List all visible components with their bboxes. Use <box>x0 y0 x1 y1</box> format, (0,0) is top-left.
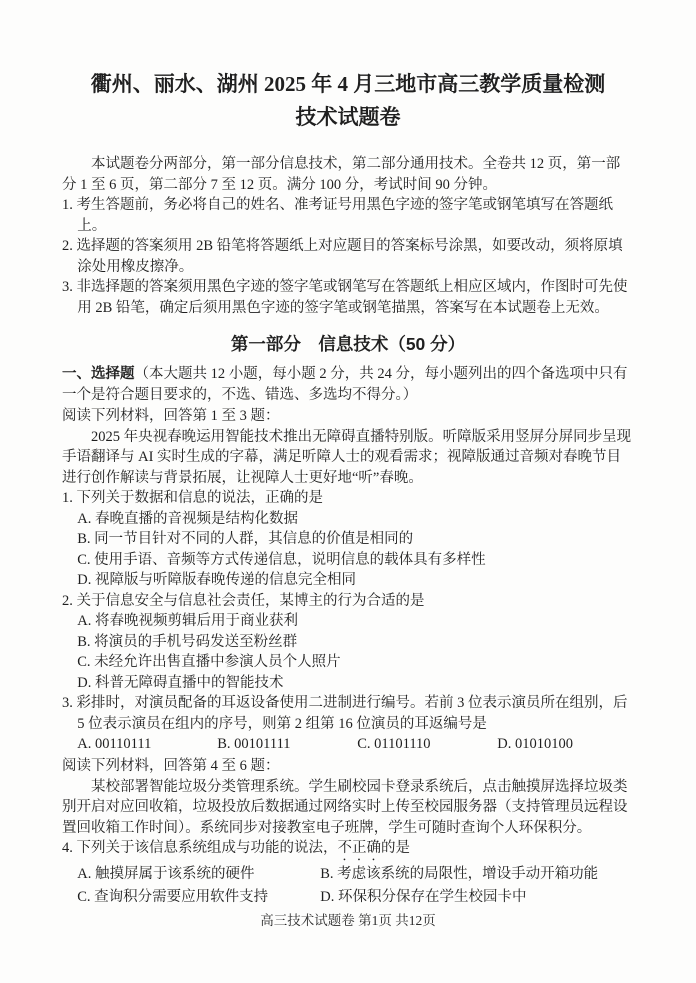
preface-intro: 本试题卷分两部分，第一部分信息技术，第二部分通用技术。全卷共 12 页，第一部分 1 至 6 页，第二部分 7 至 12 页。满分 100 分，考试时间 90 分钟。 <box>62 156 621 193</box>
option-item: A. 00110111 <box>77 736 152 752</box>
section-heading: 第一部分 信息技术（50 分） <box>230 334 466 354</box>
option-item: A. 触摸屏属于该系统的硬件 <box>77 866 255 882</box>
question-type-label: 一、选择题 <box>62 366 135 382</box>
page-title <box>62 68 634 134</box>
option-item: A. 春晚直播的音视频是结构化数据 <box>77 510 298 527</box>
option-item: D. 01010100 <box>497 736 573 752</box>
question-1 <box>62 488 634 591</box>
option-item: B. 00101111 <box>217 736 291 752</box>
exam-note-3: 3. 非选择题的答案须用黑色字迹的签字笔或钢笔写在答题纸上相应区域内，作图时可先使用 2B 铅笔，确定后须用黑色字迹的签字笔或钢笔描黑，答案写在本试题卷上无效。 <box>62 279 628 316</box>
question-type-desc <box>62 364 634 405</box>
option-item: C. 01101110 <box>357 736 431 752</box>
footer-page-number: 高三技术试题卷 第1页 共12页 <box>260 912 436 928</box>
reading-label-2: 阅读下列材料，回答第 4 至 6 题： <box>62 758 280 774</box>
question-1-stem: 1. 下列关于数据和信息的说法，正确的是 <box>62 490 323 506</box>
question-4-stem-emphasis: 不正确 <box>337 840 381 856</box>
page-title-line2: 技术试题卷 <box>295 105 401 129</box>
question-4-stem <box>62 838 634 864</box>
exam-note-1: 1. 考生答题前，务必将自己的姓名、准考证号用黑色字迹的签字笔或钢笔填写在答题纸上。 <box>62 197 613 234</box>
preface <box>62 154 634 318</box>
option-item: C. 查询积分需要应用软件支持 <box>77 889 269 905</box>
question-3-stem: 3. 彩排时，对演员配备的耳返设备使用二进制进行编号。若前 3 位表示演员所在组别，后 5 位表示演员在组内的序号，则第 2 组第 16 位演员的耳返编号是 <box>62 695 628 732</box>
material-2: 某校部署智能垃圾分类管理系统。学生刷校园卡登录系统后，点击触摸屏选择垃圾类别开启对应回收箱，垃圾投放后数据通过网络实时上传至校园服务器（支持管理员远程设置回收箱工作时间）。系统同步对接教室电子班牌，学生可随时查询个人环保积分。 <box>62 778 628 836</box>
question-2 <box>62 591 634 694</box>
option-item: B. 将演员的手机号码发送至粉丝群 <box>77 633 298 650</box>
option-item: D. 环保积分保存在学生校园卡中 <box>320 889 527 905</box>
question-3 <box>62 693 634 755</box>
question-3-options <box>62 734 634 755</box>
page-title-line1: 衢州、丽水、湖州 2025 年 4 月三地市高三教学质量检测 <box>90 72 606 96</box>
question-2-options <box>62 611 634 693</box>
question-4 <box>62 838 634 908</box>
option-item: D. 视障版与听障版春晚传递的信息完全相同 <box>77 572 356 588</box>
question-4-stem-pre: 4. 下列关于该信息系统组成与功能的说法， <box>62 840 338 856</box>
option-item: C. 使用手语、音频等方式传递信息，说明信息的载体具有多样性 <box>77 551 486 568</box>
option-item: C. 未经允许出售直播中参演人员个人照片 <box>77 654 341 670</box>
option-item: B. 考虑该系统的局限性，增设手动开箱功能 <box>320 866 599 882</box>
question-1-options <box>62 509 634 591</box>
material-1: 2025 年央视春晚运用智能技术推出无障碍直播特别版。听障版采用竖屏分屏同步呈现手语翻译与 AI 实时生成的字幕，满足听障人士的观看需求；视障版通过音频对春晚节目进行创作解读与背景拓展，让视障人士更好地“听”春晚。 <box>62 428 632 486</box>
option-item: A. 将春晚视频剪辑后用于商业获利 <box>77 613 298 629</box>
question-4-stem-post: 的是 <box>381 840 410 856</box>
question-2-stem: 2. 关于信息安全与信息社会责任，某博主的行为合适的是 <box>62 592 425 609</box>
question-4-options <box>62 864 634 908</box>
exam-note-2: 2. 选择题的答案须用 2B 铅笔将答题纸上对应题目的答案标号涂黑，如要改动，须将原填涂处用橡皮擦净。 <box>62 238 623 275</box>
option-item: D. 科普无障碍直播中的智能技术 <box>77 674 284 691</box>
reading-label-1: 阅读下列材料，回答第 1 至 3 题： <box>62 408 280 424</box>
option-item: B. 同一节目针对不同的人群，其信息的价值是相同的 <box>77 531 414 547</box>
question-type-rules: （本大题共 12 小题，每小题 2 分，共 24 分，每小题列出的四个备选项中只有一个是符合题目要求的，不选、错选、多选均不得分。） <box>62 366 628 403</box>
